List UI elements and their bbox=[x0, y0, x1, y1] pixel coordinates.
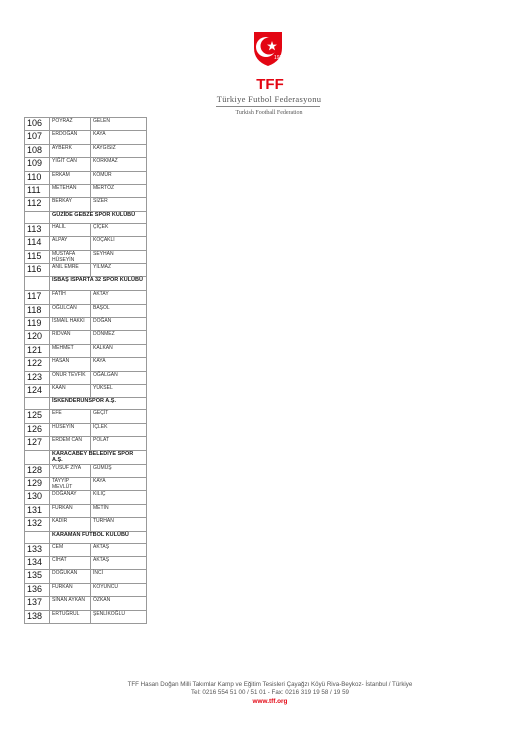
player-first-name: HALİL bbox=[50, 223, 91, 236]
player-row bbox=[25, 518, 147, 531]
player-first-name: HÜSEYİN bbox=[50, 423, 91, 436]
player-row bbox=[25, 318, 147, 331]
player-last-name: KALKAN bbox=[91, 344, 147, 357]
player-number: 133 bbox=[25, 543, 50, 556]
club-number-cell bbox=[25, 531, 50, 543]
player-number: 137 bbox=[25, 597, 50, 610]
page-footer bbox=[60, 681, 480, 706]
player-number: 114 bbox=[25, 237, 50, 250]
player-first-name: OĞULCAN bbox=[50, 304, 91, 317]
player-last-name: ŞENLİKOĞLU bbox=[91, 610, 147, 623]
player-number: 108 bbox=[25, 144, 50, 157]
player-number: 115 bbox=[25, 250, 50, 263]
player-row bbox=[25, 131, 147, 144]
player-last-name: İNCİ bbox=[91, 570, 147, 583]
club-number-cell bbox=[25, 277, 50, 291]
player-first-name: METEHAN bbox=[50, 184, 91, 197]
player-number: 136 bbox=[25, 583, 50, 596]
player-first-name: ERTUĞRUL bbox=[50, 610, 91, 623]
player-last-name: AKTAY bbox=[91, 291, 147, 304]
player-last-name: METİN bbox=[91, 504, 147, 517]
club-header-row bbox=[25, 531, 147, 543]
player-first-name: ONUR TEVFİK bbox=[50, 371, 91, 384]
player-first-name: AYBERK bbox=[50, 144, 91, 157]
club-name: KARACABEY BELEDİYE SPOR A.Ş. bbox=[50, 450, 147, 464]
player-first-name: DOĞUKAN bbox=[50, 570, 91, 583]
player-roster-table bbox=[24, 117, 147, 624]
player-number: 113 bbox=[25, 223, 50, 236]
player-last-name: KÖMÜR bbox=[91, 171, 147, 184]
club-header-row bbox=[25, 277, 147, 291]
player-row bbox=[25, 583, 147, 596]
player-first-name: DOĞANAY bbox=[50, 491, 91, 504]
club-number-cell bbox=[25, 398, 50, 410]
club-name: ISBAŞ ISPARTA 32 SPOR KULÜBÜ bbox=[50, 277, 147, 291]
player-first-name: YUSUF ZİYA bbox=[50, 464, 91, 477]
player-row bbox=[25, 371, 147, 384]
player-row bbox=[25, 437, 147, 450]
player-number: 111 bbox=[25, 184, 50, 197]
player-last-name: ÖZKAN bbox=[91, 597, 147, 610]
club-name: İSKENDERUNSPOR A.Ş. bbox=[50, 398, 147, 410]
player-number: 138 bbox=[25, 610, 50, 623]
player-last-name: KAYA bbox=[91, 477, 147, 490]
club-header-row bbox=[25, 450, 147, 464]
player-row bbox=[25, 358, 147, 371]
player-first-name: POYRAZ bbox=[50, 118, 91, 131]
player-row bbox=[25, 144, 147, 157]
player-first-name: MEHMET bbox=[50, 344, 91, 357]
player-first-name: FURKAN bbox=[50, 583, 91, 596]
player-number: 134 bbox=[25, 556, 50, 569]
player-row bbox=[25, 250, 147, 263]
player-last-name: YÜKSEL bbox=[91, 385, 147, 398]
player-last-name: KOYUNCU bbox=[91, 583, 147, 596]
player-first-name: ERDEM CAN bbox=[50, 437, 91, 450]
player-number: 112 bbox=[25, 198, 50, 211]
header-divider bbox=[216, 106, 320, 107]
player-number: 118 bbox=[25, 304, 50, 317]
player-number: 119 bbox=[25, 318, 50, 331]
svg-text:1923: 1923 bbox=[274, 55, 286, 61]
player-last-name: MERTÖZ bbox=[91, 184, 147, 197]
player-last-name: GEÇİT bbox=[91, 410, 147, 423]
player-first-name: KAAN bbox=[50, 385, 91, 398]
club-name: KARAMAN FUTBOL KULÜBÜ bbox=[50, 531, 147, 543]
player-first-name: MUSTAFA HÜSEYİN bbox=[50, 250, 91, 263]
player-last-name: KILIÇ bbox=[91, 491, 147, 504]
player-number: 121 bbox=[25, 344, 50, 357]
player-first-name: ANIL EMRE bbox=[50, 263, 91, 276]
player-number: 130 bbox=[25, 491, 50, 504]
player-number: 116 bbox=[25, 263, 50, 276]
player-number: 123 bbox=[25, 371, 50, 384]
player-first-name: KADİR bbox=[50, 518, 91, 531]
player-first-name: EFE bbox=[50, 410, 91, 423]
player-last-name: KORKMAZ bbox=[91, 158, 147, 171]
player-row bbox=[25, 464, 147, 477]
player-number: 124 bbox=[25, 385, 50, 398]
player-row bbox=[25, 223, 147, 236]
player-row bbox=[25, 171, 147, 184]
player-first-name: ERKAM bbox=[50, 171, 91, 184]
player-row bbox=[25, 597, 147, 610]
player-last-name: DÖNMEZ bbox=[91, 331, 147, 344]
player-last-name: KAYGISIZ bbox=[91, 144, 147, 157]
player-last-name: KAYA bbox=[91, 131, 147, 144]
player-last-name: ÇİÇEK bbox=[91, 223, 147, 236]
footer-address: TFF Hasan Doğan Milli Takımlar Kamp ve Eğitim Tesisleri Çayağzı Köyü Riva-Beykoz- İstanbul / Türkiye bbox=[127, 681, 413, 688]
player-first-name: HASAN bbox=[50, 358, 91, 371]
player-number: 129 bbox=[25, 477, 50, 490]
player-first-name: İSMAİL HAKKI bbox=[50, 318, 91, 331]
tff-crest-icon bbox=[248, 28, 288, 68]
player-last-name: DOĞAN bbox=[91, 318, 147, 331]
player-first-name: SİNAN AYKAN bbox=[50, 597, 91, 610]
player-first-name: YİĞİT CAN bbox=[50, 158, 91, 171]
player-number: 109 bbox=[25, 158, 50, 171]
player-row bbox=[25, 477, 147, 490]
player-number: 120 bbox=[25, 331, 50, 344]
club-name: GÜZİDE GEBZE SPOR KULÜBÜ bbox=[50, 211, 147, 223]
footer-phone: Tel: 0216 554 51 00 / 51 01 - Fax: 0216 319 19 58 / 19 59 bbox=[191, 689, 349, 696]
player-number: 132 bbox=[25, 518, 50, 531]
player-row bbox=[25, 198, 147, 211]
player-row bbox=[25, 423, 147, 436]
player-number: 128 bbox=[25, 464, 50, 477]
player-last-name: GÜMÜŞ bbox=[91, 464, 147, 477]
player-row bbox=[25, 344, 147, 357]
player-first-name: RIDVAN bbox=[50, 331, 91, 344]
player-number: 135 bbox=[25, 570, 50, 583]
club-number-cell bbox=[25, 211, 50, 223]
player-row bbox=[25, 610, 147, 623]
player-row bbox=[25, 491, 147, 504]
club-header-row bbox=[25, 398, 147, 410]
player-row bbox=[25, 304, 147, 317]
player-row bbox=[25, 410, 147, 423]
player-number: 127 bbox=[25, 437, 50, 450]
player-row bbox=[25, 184, 147, 197]
player-number: 131 bbox=[25, 504, 50, 517]
player-first-name: CEM bbox=[50, 543, 91, 556]
player-row bbox=[25, 543, 147, 556]
letterhead bbox=[0, 0, 530, 125]
club-header-row bbox=[25, 211, 147, 223]
player-number: 117 bbox=[25, 291, 50, 304]
player-first-name: ALPAY bbox=[50, 237, 91, 250]
brand-name: TFF bbox=[256, 76, 284, 93]
player-first-name: FATİH bbox=[50, 291, 91, 304]
federation-name-tr: Türkiye Futbol Federasyonu bbox=[216, 94, 322, 104]
player-last-name: SİZER bbox=[91, 198, 147, 211]
player-row bbox=[25, 504, 147, 517]
player-last-name: İÇLEK bbox=[91, 423, 147, 436]
player-first-name: BERKAY bbox=[50, 198, 91, 211]
player-last-name: KOÇAKLI bbox=[91, 237, 147, 250]
player-last-name: OĞALGAN bbox=[91, 371, 147, 384]
federation-name-en: Turkish Football Federation bbox=[235, 110, 303, 116]
player-row bbox=[25, 291, 147, 304]
player-first-name: CİHAT bbox=[50, 556, 91, 569]
player-last-name: SEYHAN bbox=[91, 250, 147, 263]
player-row bbox=[25, 385, 147, 398]
player-row bbox=[25, 263, 147, 276]
player-number: 122 bbox=[25, 358, 50, 371]
player-row bbox=[25, 556, 147, 569]
player-row bbox=[25, 118, 147, 131]
player-last-name: AKTAŞ bbox=[91, 543, 147, 556]
player-row bbox=[25, 237, 147, 250]
player-first-name: FURKAN bbox=[50, 504, 91, 517]
player-last-name: AKTAŞ bbox=[91, 556, 147, 569]
player-last-name: GELEN bbox=[91, 118, 147, 131]
player-number: 107 bbox=[25, 131, 50, 144]
player-number: 106 bbox=[25, 118, 50, 131]
player-number: 110 bbox=[25, 171, 50, 184]
footer-website-link[interactable]: www.tff.org bbox=[252, 698, 288, 705]
player-row bbox=[25, 570, 147, 583]
player-row bbox=[25, 158, 147, 171]
player-last-name: YILMAZ bbox=[91, 263, 147, 276]
player-number: 126 bbox=[25, 423, 50, 436]
player-last-name: BAŞOL bbox=[91, 304, 147, 317]
player-last-name: POLAT bbox=[91, 437, 147, 450]
club-number-cell bbox=[25, 450, 50, 464]
player-last-name: KAYA bbox=[91, 358, 147, 371]
player-number: 125 bbox=[25, 410, 50, 423]
player-first-name: ERDOĞAN bbox=[50, 131, 91, 144]
player-last-name: TURHAN bbox=[91, 518, 147, 531]
player-first-name: TAYYİP MEVLÜT bbox=[50, 477, 91, 490]
player-row bbox=[25, 331, 147, 344]
